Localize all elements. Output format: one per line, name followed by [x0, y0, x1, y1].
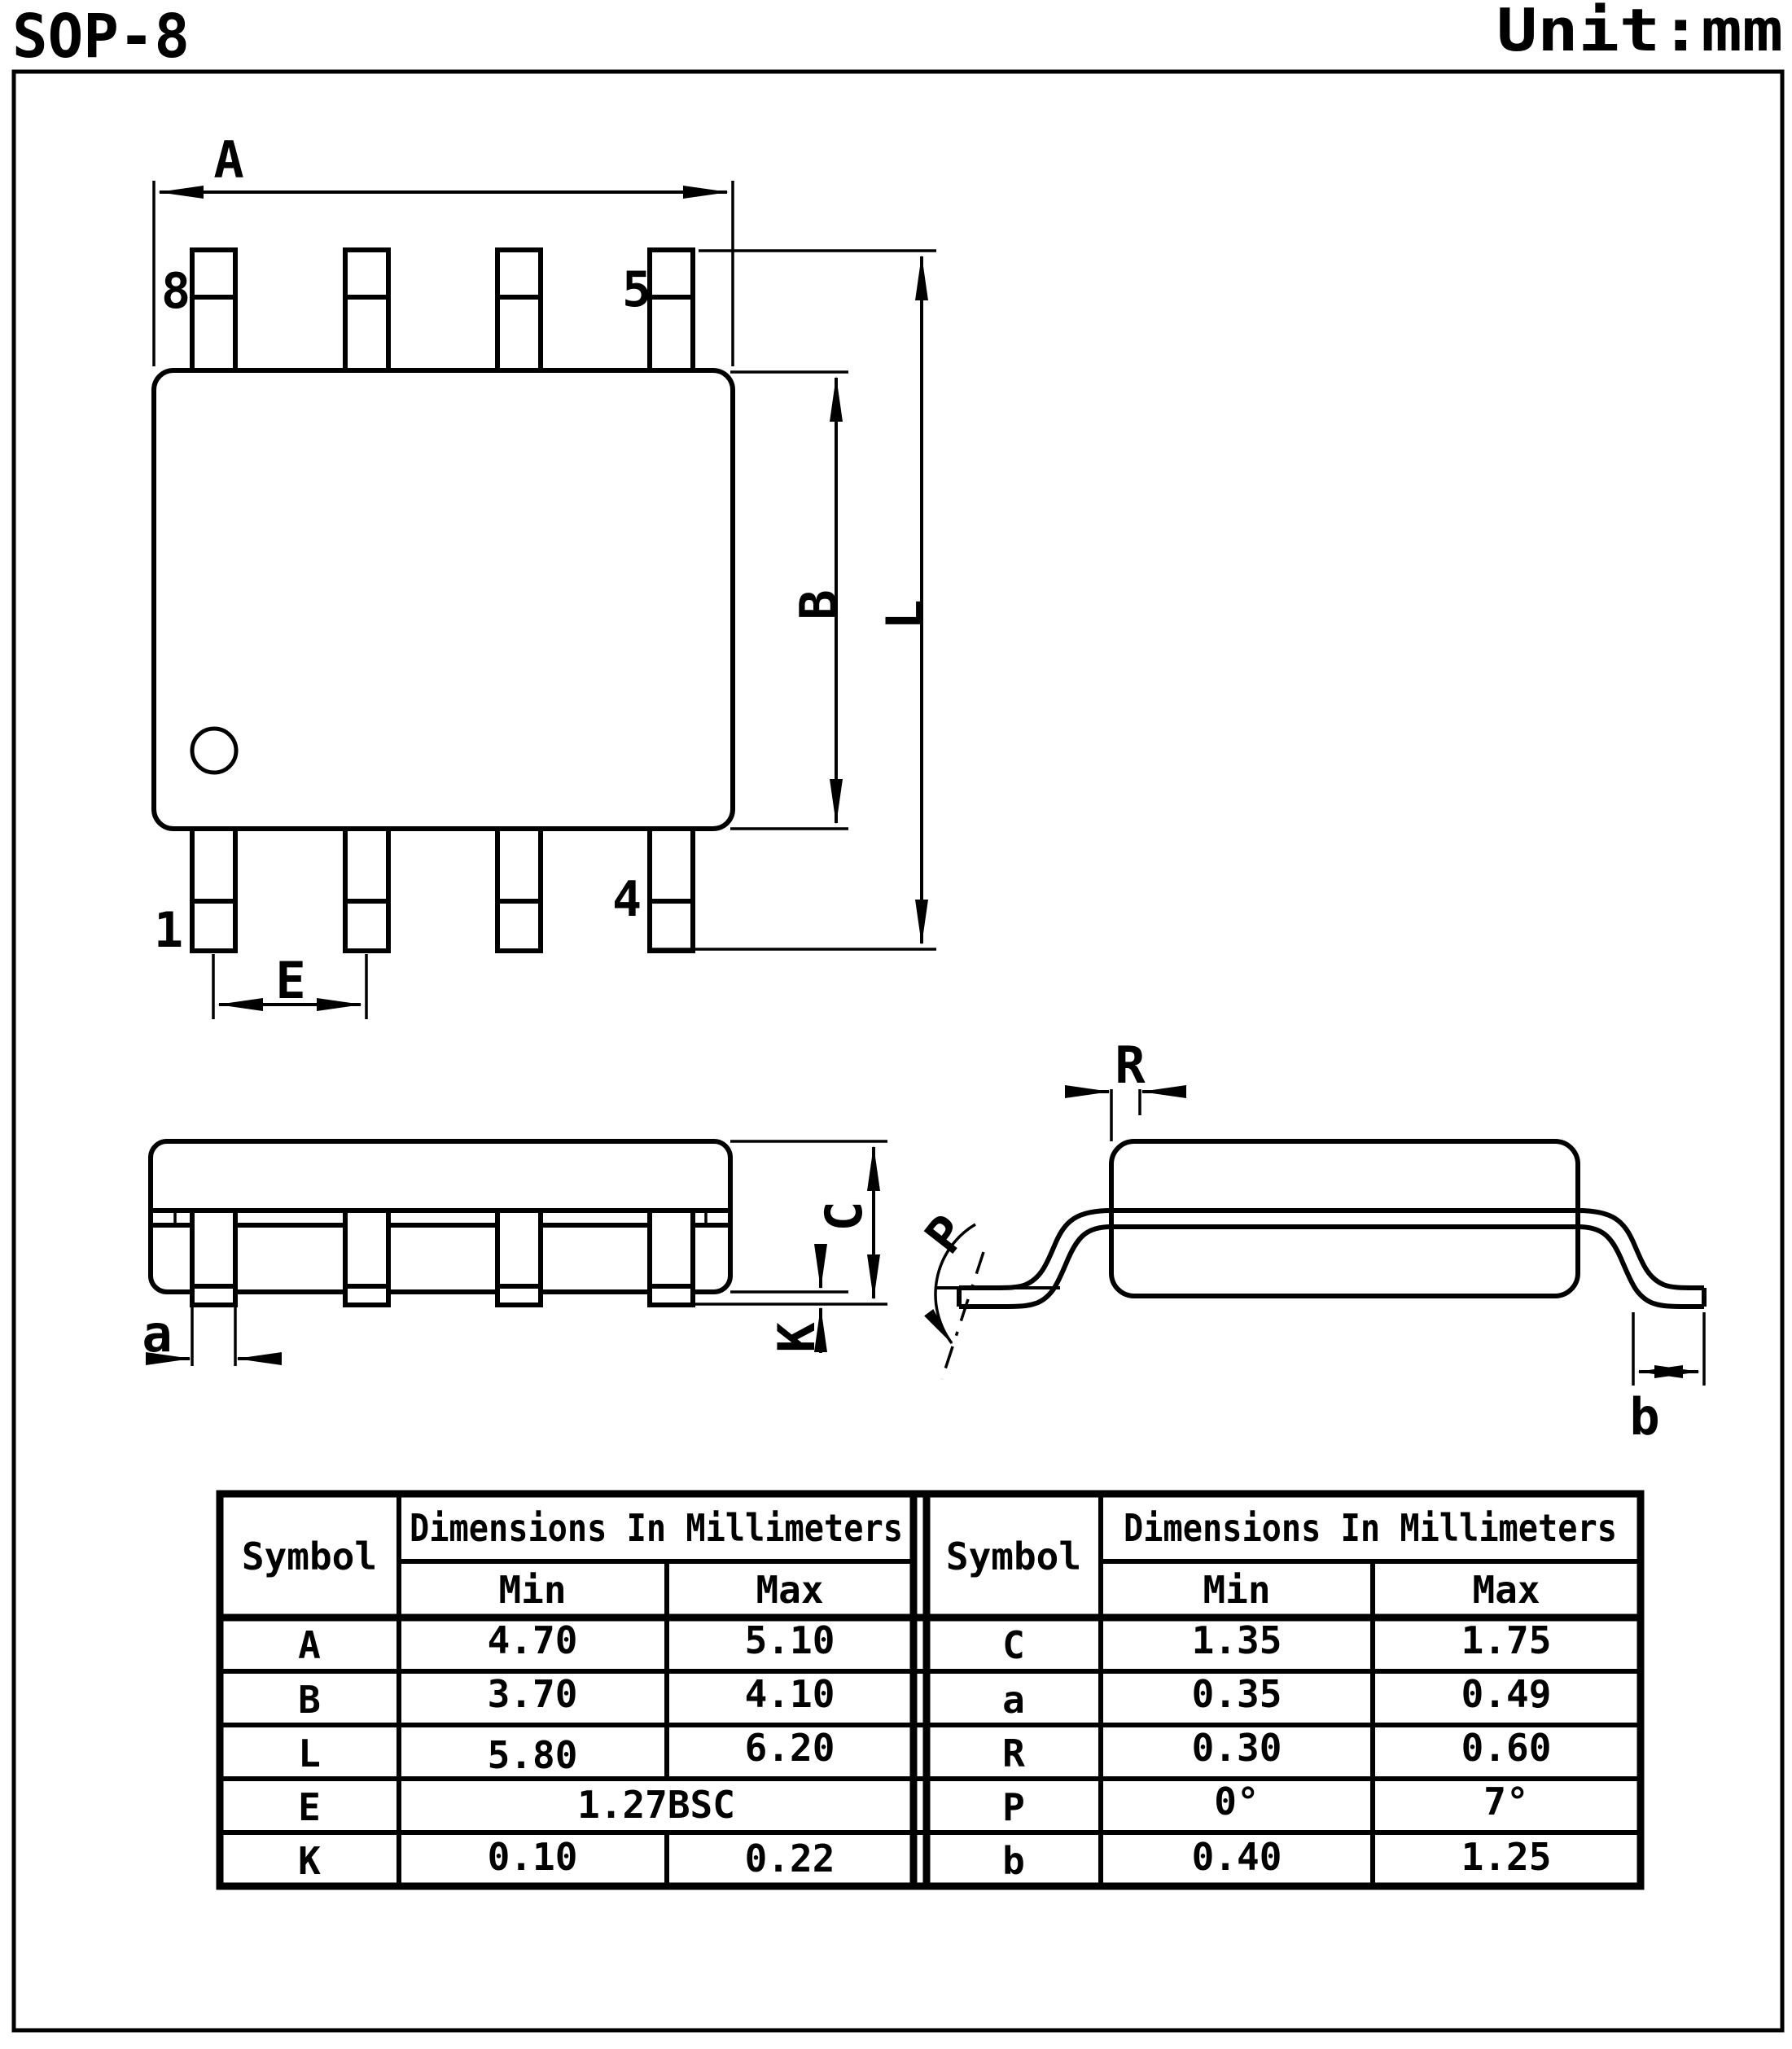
max-cell: 7°	[1483, 1780, 1529, 1824]
symbol-cell: K	[298, 1839, 321, 1883]
table-row	[298, 1672, 835, 1722]
pin-label-8: 8	[160, 263, 191, 320]
dim-label-b-lower: b	[1629, 1387, 1660, 1447]
table-row	[1002, 1780, 1529, 1829]
merged-cell: 1.27BSC	[577, 1783, 735, 1827]
min-cell: 0.30	[1191, 1726, 1282, 1770]
symbol-cell: L	[298, 1732, 321, 1775]
min-cell: 0.35	[1191, 1672, 1282, 1716]
left-dim-header: Dimensions In Millimeters	[410, 1506, 903, 1550]
dimension-b	[730, 372, 848, 829]
package-body-top-view	[154, 370, 733, 829]
front-view	[142, 1141, 887, 1366]
min-cell: 0.40	[1191, 1835, 1282, 1879]
right-max-header: Max	[1472, 1568, 1540, 1612]
min-cell: 4.70	[487, 1618, 578, 1662]
min-cell: 0°	[1214, 1780, 1260, 1824]
dim-label-c: C	[814, 1201, 874, 1232]
dimension-e	[213, 951, 366, 1019]
end-view	[914, 1035, 1704, 1447]
dimension-c	[814, 1147, 874, 1298]
max-cell: 0.49	[1461, 1672, 1552, 1716]
max-cell: 6.20	[744, 1726, 835, 1770]
min-cell: 3.70	[487, 1672, 578, 1716]
pin-label-5: 5	[621, 261, 652, 318]
dim-label-a: A	[213, 130, 244, 190]
left-max-header: Max	[756, 1568, 824, 1612]
dim-label-k: K	[767, 1322, 826, 1353]
right-symbol-header: Symbol	[945, 1535, 1082, 1578]
symbol-cell: B	[298, 1678, 321, 1722]
min-cell: 0.10	[487, 1835, 578, 1879]
symbol-cell: A	[298, 1623, 321, 1667]
right-dim-header: Dimensions In Millimeters	[1124, 1506, 1617, 1550]
dim-label-p: P	[913, 1203, 979, 1265]
dimension-k	[767, 1249, 826, 1353]
symbol-cell: P	[1002, 1785, 1025, 1829]
dim-label-e: E	[275, 951, 306, 1010]
right-min-header: Min	[1203, 1568, 1271, 1612]
dim-label-r: R	[1115, 1035, 1146, 1095]
dimension-b-lower	[1629, 1312, 1704, 1447]
max-cell: 0.60	[1461, 1726, 1552, 1770]
pin-label-1: 1	[153, 902, 184, 959]
dim-label-b: B	[789, 589, 848, 620]
top-pins	[192, 250, 693, 372]
dimension-a-lower	[142, 1304, 274, 1366]
min-cell: 1.35	[1191, 1618, 1282, 1662]
symbol-cell: a	[1002, 1678, 1025, 1722]
dimension-table	[220, 1494, 1641, 1886]
min-cell: 5.80	[487, 1733, 578, 1777]
max-cell: 1.75	[1461, 1618, 1552, 1662]
left-symbol-header: Symbol	[241, 1535, 378, 1578]
table-row	[1002, 1618, 1551, 1667]
dim-label-l: L	[875, 599, 935, 630]
package-body-end-view	[1111, 1141, 1578, 1296]
max-cell: 4.10	[744, 1672, 835, 1716]
table-row	[1002, 1835, 1551, 1883]
max-cell: 5.10	[744, 1618, 835, 1662]
table-row	[298, 1783, 735, 1829]
symbol-cell: b	[1002, 1839, 1025, 1883]
table-row	[298, 1726, 835, 1777]
dimension-p	[914, 1204, 1060, 1379]
table-row	[1002, 1672, 1551, 1722]
top-view	[154, 130, 936, 1019]
right-lead	[1578, 1211, 1704, 1307]
max-cell: 0.22	[744, 1837, 835, 1880]
pin1-marker-circle	[192, 729, 236, 773]
pin-label-4: 4	[611, 871, 642, 928]
symbol-cell: E	[298, 1785, 321, 1829]
table-row	[1002, 1726, 1551, 1775]
dimension-r	[1071, 1035, 1180, 1141]
drawing-title: SOP-8	[12, 2, 190, 72]
symbol-cell: C	[1002, 1623, 1025, 1667]
dimension-a	[154, 130, 733, 366]
dim-label-a-lower: a	[142, 1304, 173, 1364]
unit-label: Unit:mm	[1496, 0, 1783, 64]
max-cell: 1.25	[1461, 1835, 1552, 1879]
table-row	[298, 1835, 835, 1883]
left-min-header: Min	[498, 1568, 567, 1612]
symbol-cell: R	[1002, 1732, 1025, 1775]
table-row	[298, 1618, 835, 1667]
